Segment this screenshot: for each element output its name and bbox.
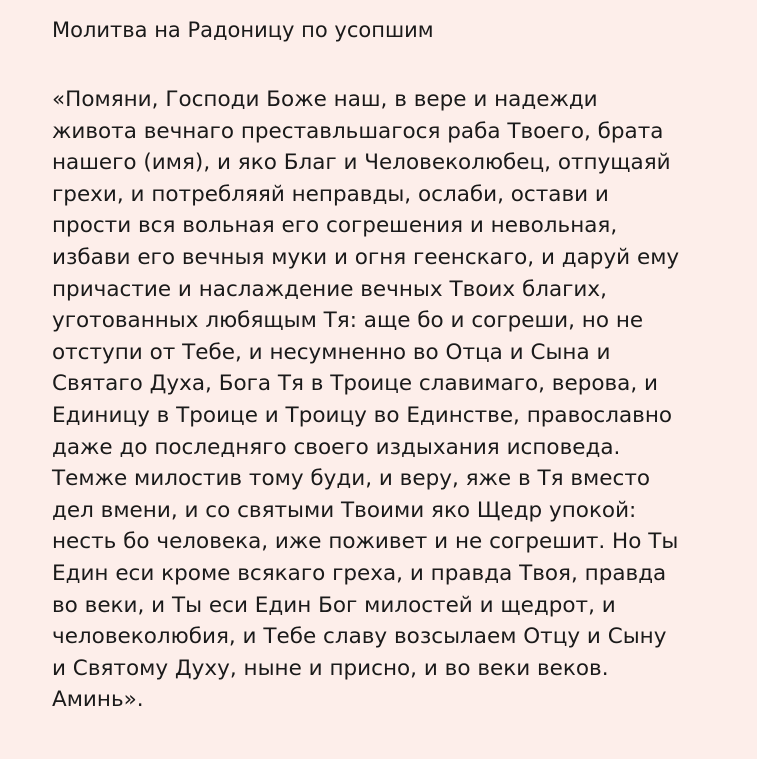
prayer-line: «Помяни, Господи Боже наш, в вере и надежди — [52, 87, 598, 112]
prayer-line: даже до последняго своего издыхания исповеда. — [52, 434, 621, 460]
prayer-line: во веки, и Ты еси Един Бог милостей и щедрот, и — [52, 592, 616, 618]
prayer-line: Единицу в Троице и Троицу во Единстве, православно — [52, 402, 673, 428]
prayer-line: живота вечнаго преставльшагося раба Твоего, брата — [52, 118, 664, 144]
prayer-line: Темже милостив тому буди, и веру, яже в Тя вместо — [52, 466, 651, 492]
prayer-line: уготованных любящым Тя: аще бо и согреши, но не — [52, 308, 644, 334]
prayer-line: прости вся вольная его согрешения и невольная, — [52, 213, 618, 239]
prayer-line: дел вмени, и со святыми Твоими яко Щедр упокой: — [52, 497, 637, 523]
prayer-line: Аминь». — [52, 687, 144, 713]
prayer-line: причастие и наслаждение вечных Твоих благих, — [52, 276, 607, 302]
prayer-line: несть бо человека, иже поживет и не согрешит. Но Ты — [52, 529, 679, 555]
prayer-line: Святаго Духа, Бога Тя в Троице славимаго, верова, и — [52, 371, 658, 397]
prayer-line: человеколюбия, и Тебе славу возсылаем Отцу и Сыну — [52, 624, 667, 650]
page-title: Молитва на Радоницу по усопшим — [52, 18, 434, 42]
prayer-line: грехи, и потребляяй неправды, ослаби, остави и — [52, 181, 609, 207]
prayer-line: Един еси кроме всякаго греха, и правда Твоя, правда — [52, 560, 667, 586]
prayer-line: избави его вечныя муки и огня геенскаго, и даруй ему — [52, 244, 680, 270]
prayer-line: нашего (имя), и яко Благ и Человеколюбец, отпущаяй — [52, 150, 671, 176]
prayer-line: отступи от Тебе, и несумненно во Отца и Сына и — [52, 339, 611, 365]
prayer-text — [52, 84, 717, 716]
prayer-line: и Святому Духу, ныне и присно, и во веки веков. — [52, 655, 609, 681]
